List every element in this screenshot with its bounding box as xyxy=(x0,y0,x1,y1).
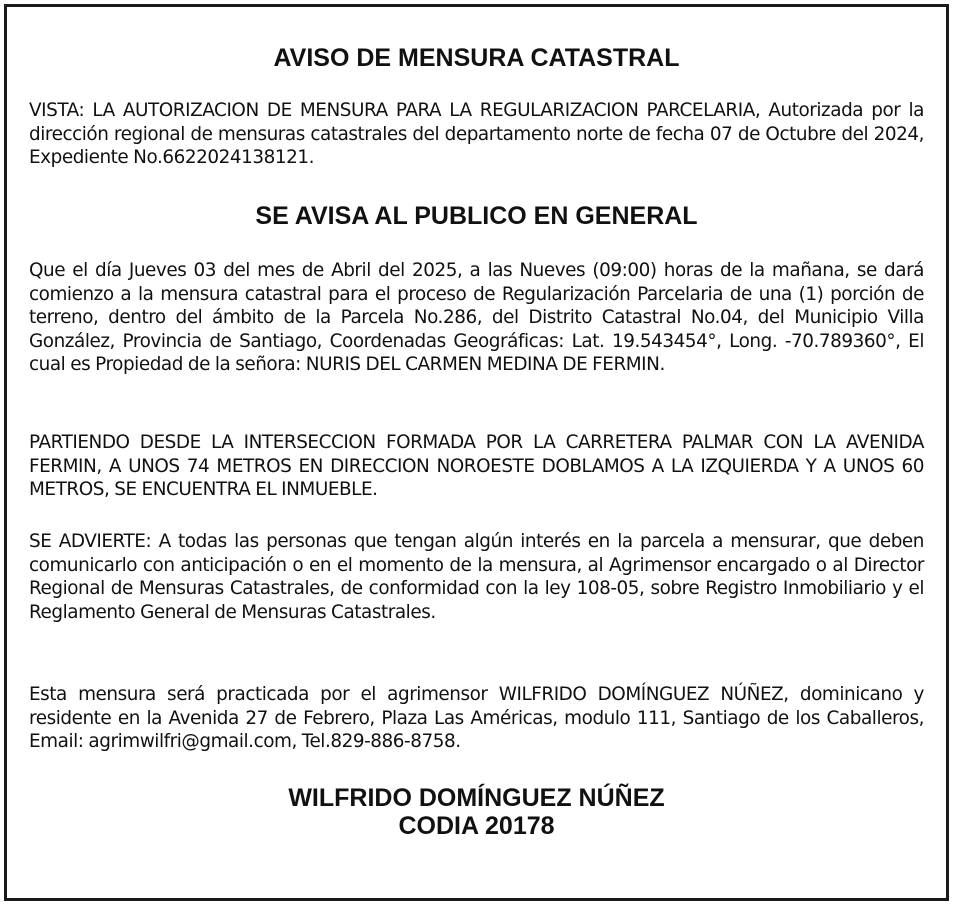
signature-codia: CODIA 20178 xyxy=(398,812,555,840)
signature-name: WILFRIDO DOMÍNGUEZ NÚÑEZ xyxy=(288,784,665,812)
surveyor-paragraph: Esta mensura será practicada por el agrimensor WILFRIDO DOMÍNGUEZ NÚÑEZ, dominicano y residente en la Avenida 27 de Febrero, Plaza Las Américas, modulo 111, Santiago de los Caballeros, Email: agrimwilfri@gmail.com, Tel.829-886-8758. xyxy=(29,684,924,752)
notice-subtitle: SE AVISA AL PUBLICO EN GENERAL xyxy=(255,202,698,230)
warning-paragraph: SE ADVIERTE: A todas las personas que tengan algún interés en la parcela a mensurar, que deben comunicarlo con anticipación o en el momento de la mensura, al Agrimensor encargado o al Director Regional de Mensuras Catastrales, de conformidad con la ley 108-05, sobre Registro Inmobiliario y el Reglamento General de Mensuras Catastrales. xyxy=(29,531,924,623)
notice-title: AVISO DE MENSURA CATASTRAL xyxy=(273,44,680,72)
signature-block xyxy=(29,784,924,840)
notice-border xyxy=(4,4,949,901)
directions-paragraph: PARTIENDO DESDE LA INTERSECCION FORMADA POR LA CARRETERA PALMAR CON LA AVENIDA FERMIN, A UNOS 74 METROS EN DIRECCION NOROESTE DOBLAMOS A LA IZQUIERDA Y A UNOS 60 METROS, SE ENCUENTRA EL INMUEBLE. xyxy=(29,432,924,500)
vista-paragraph: VISTA: LA AUTORIZACION DE MENSURA PARA LA REGULARIZACION PARCELARIA, Autorizada por la dirección regional de mensuras catastrales del departamento norte de fecha 07 de Octubre del 2024, Expediente No.6622024138121. xyxy=(29,100,924,168)
main-paragraph: Que el día Jueves 03 del mes de Abril del 2025, a las Nueves (09:00) horas de la mañana, se dará comienzo a la mensura catastral para el proceso de Regularización Parcelaria de una (1) porción de terreno, dentro del ámbito de la Parcela No.286, del Distrito Catastral No.04, del Municipio Villa González, Provincia de Santiago, Coordenadas Geográficas: Lat. 19.543454°, Long. -70.789360°, El cual es Propiedad de la señora: NURIS DEL CARMEN MEDINA DE FERMIN. xyxy=(29,260,924,375)
